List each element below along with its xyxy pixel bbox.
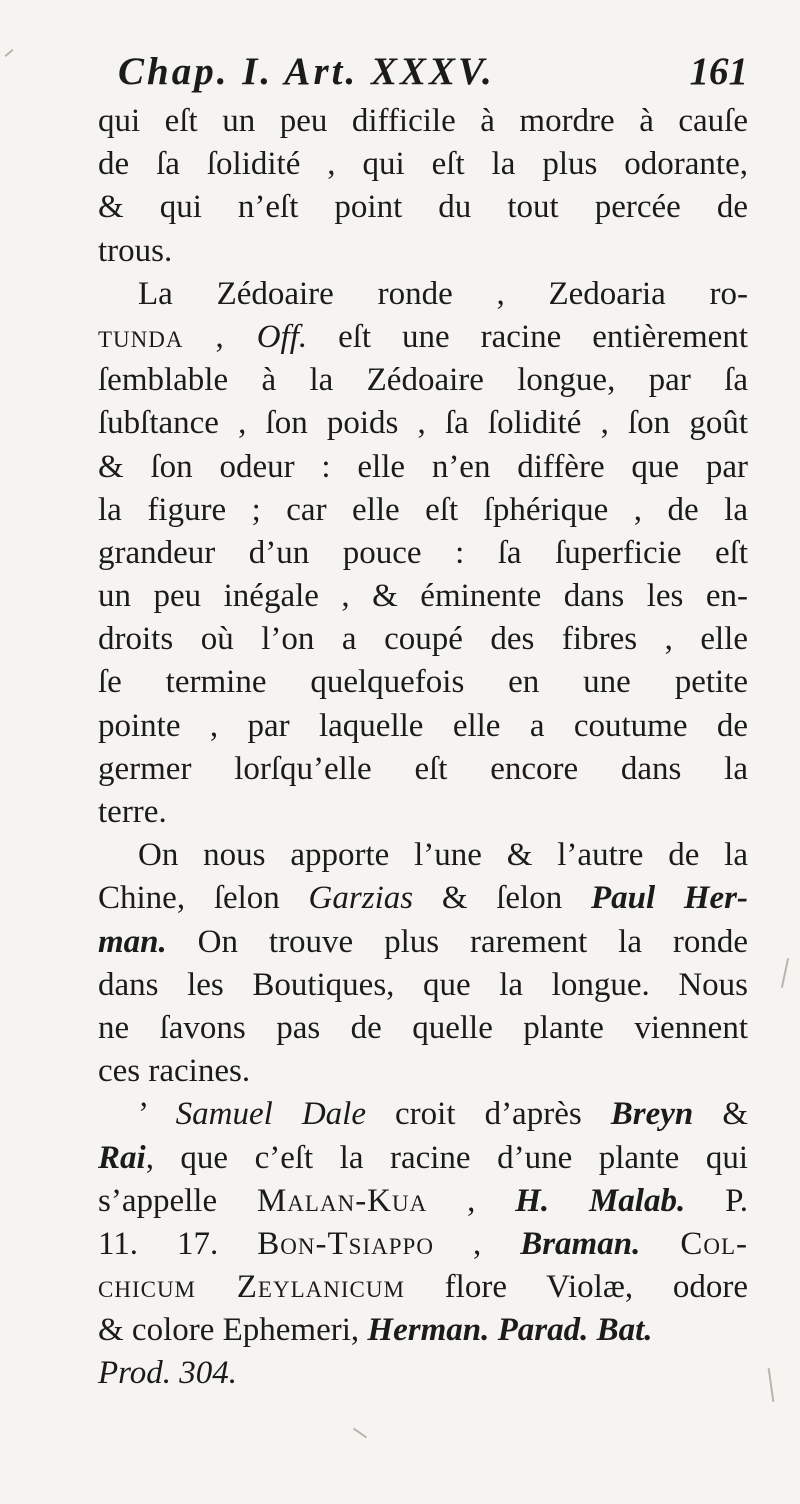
text-line: On nous apporte l’une & l’autre de la [138, 837, 748, 874]
text-line: & qui n’eſt point du tout percée de [98, 189, 748, 226]
text-line: & colore Ephemeri, Herman. Parad. Bat. [98, 1312, 653, 1349]
text-line: & ſon odeur : elle n’en diffère que par [98, 448, 748, 485]
text-line: man. On trouve plus rarement la ronde [98, 923, 748, 960]
text-line: ne ſavons pas de quelle plante viennent [98, 1009, 748, 1046]
text-line: trous. [98, 232, 173, 269]
text-line: La Zédoaire ronde , Zedoaria ro- [138, 275, 748, 312]
edge-mark [353, 1428, 367, 1439]
text-line: tunda , Off. eſt une racine entièrement [98, 318, 748, 355]
text-line: chicum Zeylanicum flore Violæ, odore [98, 1269, 748, 1306]
text-line: dans les Boutiques, que la longue. Nous [98, 966, 748, 1003]
text-line: ſemblable à la Zédoaire longue, par ſa [98, 362, 748, 399]
text-line: Rai, que c’eſt la racine d’une plante qui [98, 1139, 748, 1176]
text-line: un peu inégale , & éminente dans les en- [98, 578, 748, 615]
text-line: 11. 17. Bon-Tsiappo , Braman. Col- [98, 1225, 748, 1262]
edge-mark [768, 1368, 775, 1402]
page-number: 161 [689, 50, 748, 93]
text-line: droits où l’on a coupé des fibres , elle [98, 621, 748, 658]
text-line: ſe termine quelquefois en une petite [98, 664, 748, 701]
text-line: de ſa ſolidité , qui eſt la plus odorante, [98, 146, 748, 183]
text-line: ’ Samuel Dale croit d’après Breyn & [138, 1096, 748, 1133]
text-line: qui eſt un peu difficile à mordre à cauſe [98, 103, 748, 139]
text-line: Chine, ſelon Garzias & ſelon Paul Her- [98, 880, 749, 917]
text-line: pointe , par laquelle elle a coutume de [98, 707, 748, 744]
text-line: terre. [98, 794, 167, 830]
text-line: Prod. 304. [98, 1355, 238, 1392]
page-body [98, 100, 748, 1396]
text-line: ces racines. [98, 1053, 251, 1090]
running-head [118, 48, 748, 96]
corner-mark [5, 49, 14, 57]
chapter-article-heading: Chap. I. Art. XXXV. [118, 50, 495, 93]
text-line: la figure ; car elle eſt ſphérique , de la [98, 491, 748, 528]
text-line: germer lorſqu’elle eſt encore dans la [98, 750, 748, 787]
text-line: s’appelle Malan-Kua , H. Malab. P. [98, 1182, 749, 1219]
text-line: ſubſtance , ſon poids , ſa ſolidité , ſon goût [98, 405, 748, 442]
text-line: grandeur d’un pouce : ſa ſuperficie eſt [98, 534, 748, 571]
edge-mark [781, 958, 789, 988]
